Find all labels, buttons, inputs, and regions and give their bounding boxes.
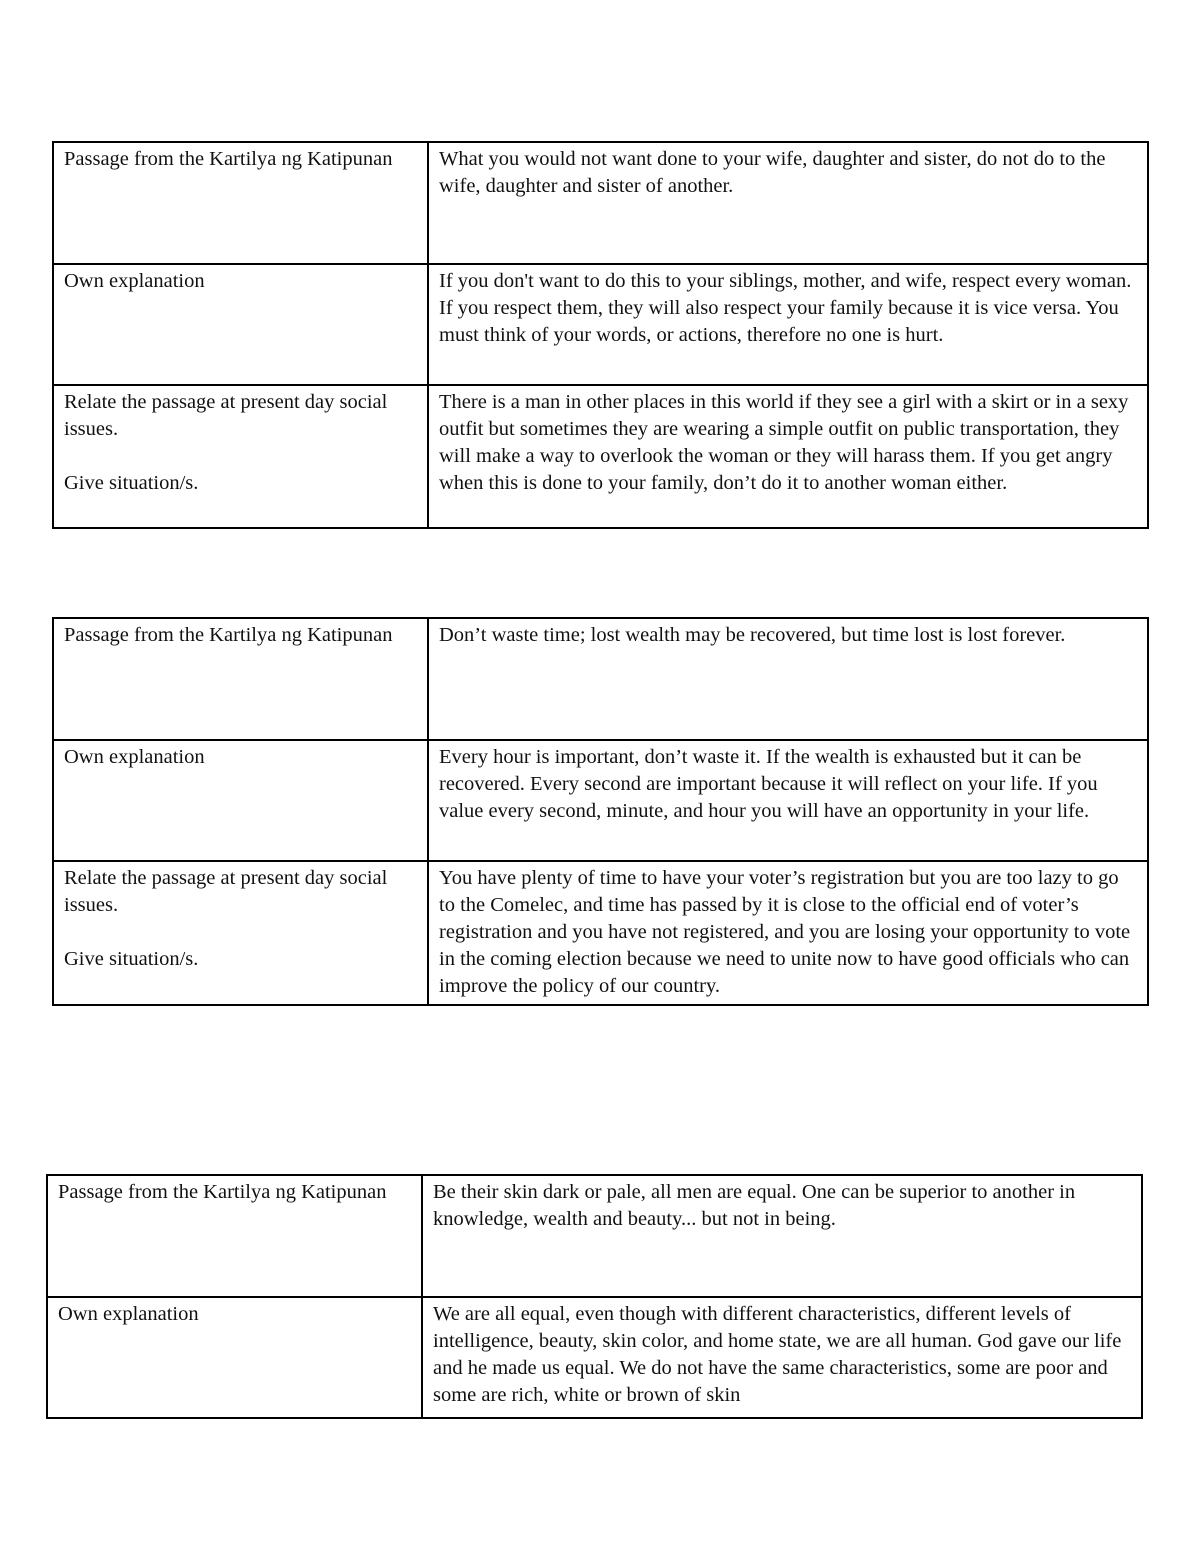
passage-row — [53, 142, 1148, 264]
relate-label: Relate the passage at present day social issues. — [64, 391, 388, 440]
explanation-row — [53, 740, 1148, 861]
passage-label: Passage from the Kartilya ng Katipunan — [47, 1175, 422, 1297]
explanation-label: Own explanation — [47, 1297, 422, 1418]
relate-cell — [53, 861, 428, 1005]
passage-label: Passage from the Kartilya ng Katipunan — [53, 618, 428, 740]
passage-text: Be their skin dark or pale, all men are equal. One can be superior to another in knowledge, wealth and beauty... but not in being. — [422, 1175, 1142, 1297]
passage-row — [47, 1175, 1142, 1297]
situation-label: Give situation/s. — [64, 472, 199, 494]
passage-text: What you would not want done to your wife, daughter and sister, do not do to the wife, daughter and sister of another. — [428, 142, 1148, 264]
explanation-text: If you don't want to do this to your siblings, mother, and wife, respect every woman. If you respect them, they will also respect your family because it is vice versa. You must think of your words, or actions, therefore no one is hurt. — [428, 264, 1148, 385]
explanation-text: We are all equal, even though with different characteristics, different levels of intelligence, beauty, skin color, and home state, we are all human. God gave our life and he made us equal. We do not have the same characteristics, some are poor and some are rich, white or brown of skin — [422, 1297, 1142, 1418]
passage-label: Passage from the Kartilya ng Katipunan — [53, 142, 428, 264]
explanation-row — [47, 1297, 1142, 1418]
relate-cell — [53, 385, 428, 528]
explanation-label: Own explanation — [53, 740, 428, 861]
relate-label: Relate the passage at present day social issues. — [64, 867, 388, 916]
explanation-label: Own explanation — [53, 264, 428, 385]
kartilya-table-3 — [46, 1174, 1143, 1419]
passage-row — [53, 618, 1148, 740]
relate-row — [53, 861, 1148, 1005]
situation-label: Give situation/s. — [64, 948, 199, 970]
passage-text: Don’t waste time; lost wealth may be recovered, but time lost is lost forever. — [428, 618, 1148, 740]
kartilya-table-2 — [52, 617, 1149, 1006]
relate-row — [53, 385, 1148, 528]
kartilya-table-1 — [52, 141, 1149, 529]
relate-text: There is a man in other places in this world if they see a girl with a skirt or in a sexy outfit but sometimes they are wearing a simple outfit on public transportation, they will make a way to overlook the woman or they will harass them. If you get angry when this is done to your family, don’t do it to another woman either. — [428, 385, 1148, 528]
explanation-text: Every hour is important, don’t waste it. If the wealth is exhausted but it can be recovered. Every second are important because it will reflect on your life. If you value every second, minute, and hour you will have an opportunity in your life. — [428, 740, 1148, 861]
explanation-row — [53, 264, 1148, 385]
relate-text: You have plenty of time to have your voter’s registration but you are too lazy to go to the Comelec, and time has passed by it is close to the official end of voter’s registration and you have not registered, and you are losing your opportunity to vote in the coming election because we need to unite now to have good officials who can improve the policy of our country. — [428, 861, 1148, 1005]
